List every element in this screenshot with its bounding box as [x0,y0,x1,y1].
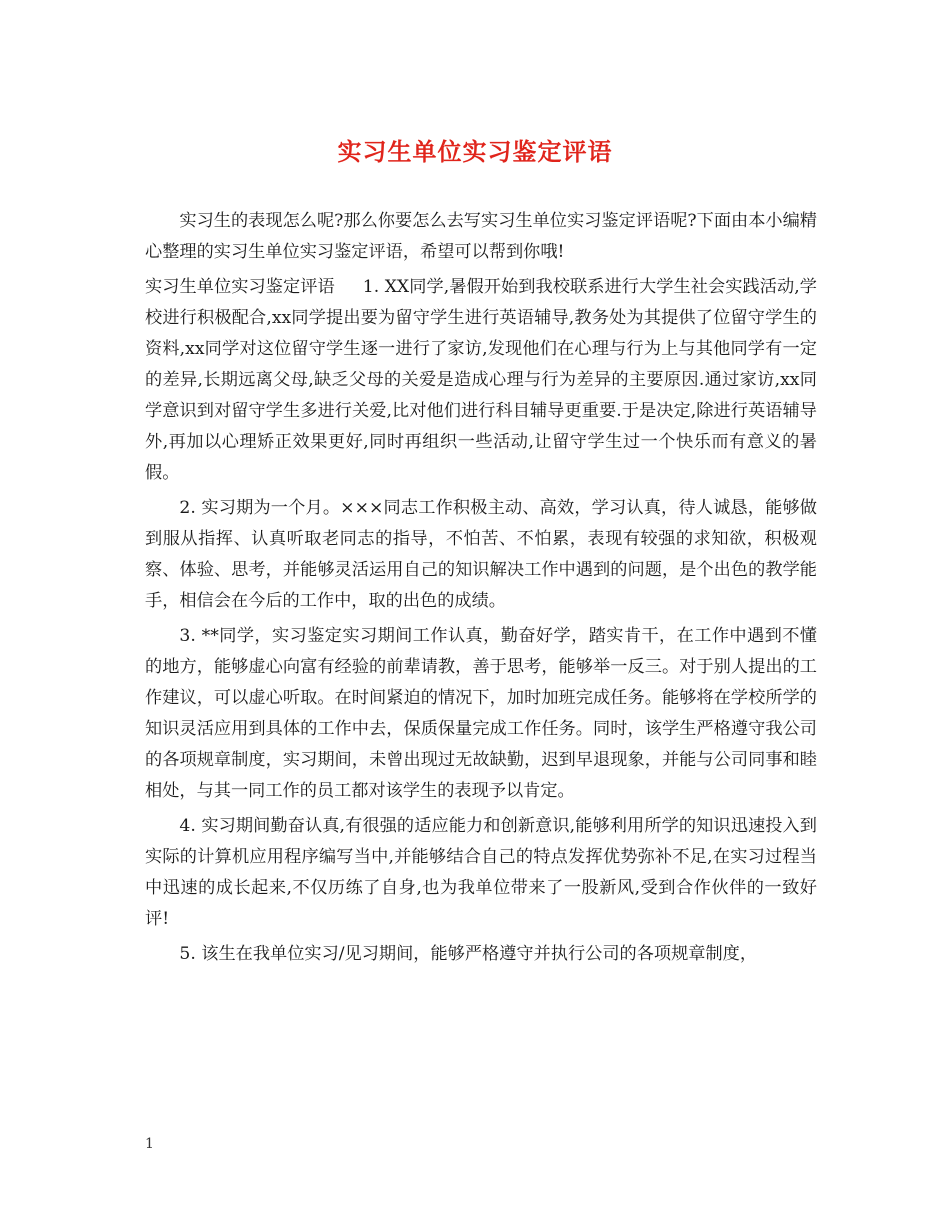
paragraph-2: 2. 实习期为一个月。×××同志工作积极主动、高效，学习认真，待人诚恳，能够做到服从指挥、认真听取老同志的指导，不怕苦、不怕累，表现有较强的求知欲，积极观察、体验、思考，并能够灵活运用自己的知识解决工作中遇到的问题，是个出色的教学能手，相信会在今后的工作中，取的出色的成绩。 [145,498,817,611]
page-number: 1 [145,1136,154,1152]
document-body [145,206,817,974]
paragraph-1-text: 1. XX同学,暑假开始到我校联系进行大学生社会实践活动,学校进行积极配合,xx同学提出要为留守学生进行英语辅导,教务处为其提供了位留守学生的资料,xx同学对这位留守学生逐一进行了家访,发现他们在心理与行为上与其他同学有一定的差异,长期远离父母,缺乏父母的关爱是造成心理与行为差异的主要原因.通过家访,xx同学意识到对留守学生多进行关爱,比对他们进行科目辅导更重要.于是决定,除进行英语辅导外,再加以心理矫正效果更好,同时再组织一些活动,让留守学生过一个快乐而有意义的暑假。 [145,277,817,483]
paragraph-5: 5. 该生在我单位实习/见习期间，能够严格遵守并执行公司的各项规章制度， [179,944,758,964]
document-title: 实习生单位实习鉴定评语 [337,138,613,166]
paragraph-4: 4. 实习期间勤奋认真,有很强的适应能力和创新意识,能够利用所学的知识迅速投入到实际的计算机应用程序编写当中,并能够结合自己的特点发挥优势弥补不足,在实习过程当中迅速的成长起来,不仅历练了自身,也为我单位带来了一股新风,受到合作伙伴的一致好评! [145,816,817,929]
paragraph-3: 3. **同学，实习鉴定实习期间工作认真，勤奋好学，踏实肯干，在工作中遇到不懂的地方，能够虚心向富有经验的前辈请教，善于思考，能够举一反三。对于别人提出的工作建议，可以虚心听取。在时间紧迫的情况下，加时加班完成任务。能够将在学校所学的知识灵活应用到具体的工作中去，保质保量完成工作任务。同时，该学生严格遵守我公司的各项规章制度，实习期间，未曾出现过无故缺勤，迟到早退现象，并能与公司同事和睦相处，与其一同工作的员工都对该学生的表现予以肯定。 [145,626,817,801]
section-label: 实习生单位实习鉴定评语 [145,277,335,297]
intro-paragraph: 实习生的表现怎么呢?那么你要怎么去写实习生单位实习鉴定评语呢?下面由本小编精心整理的实习生单位实习鉴定评语，希望可以帮到你哦! [145,211,817,262]
section-paragraph-1 [145,272,817,489]
